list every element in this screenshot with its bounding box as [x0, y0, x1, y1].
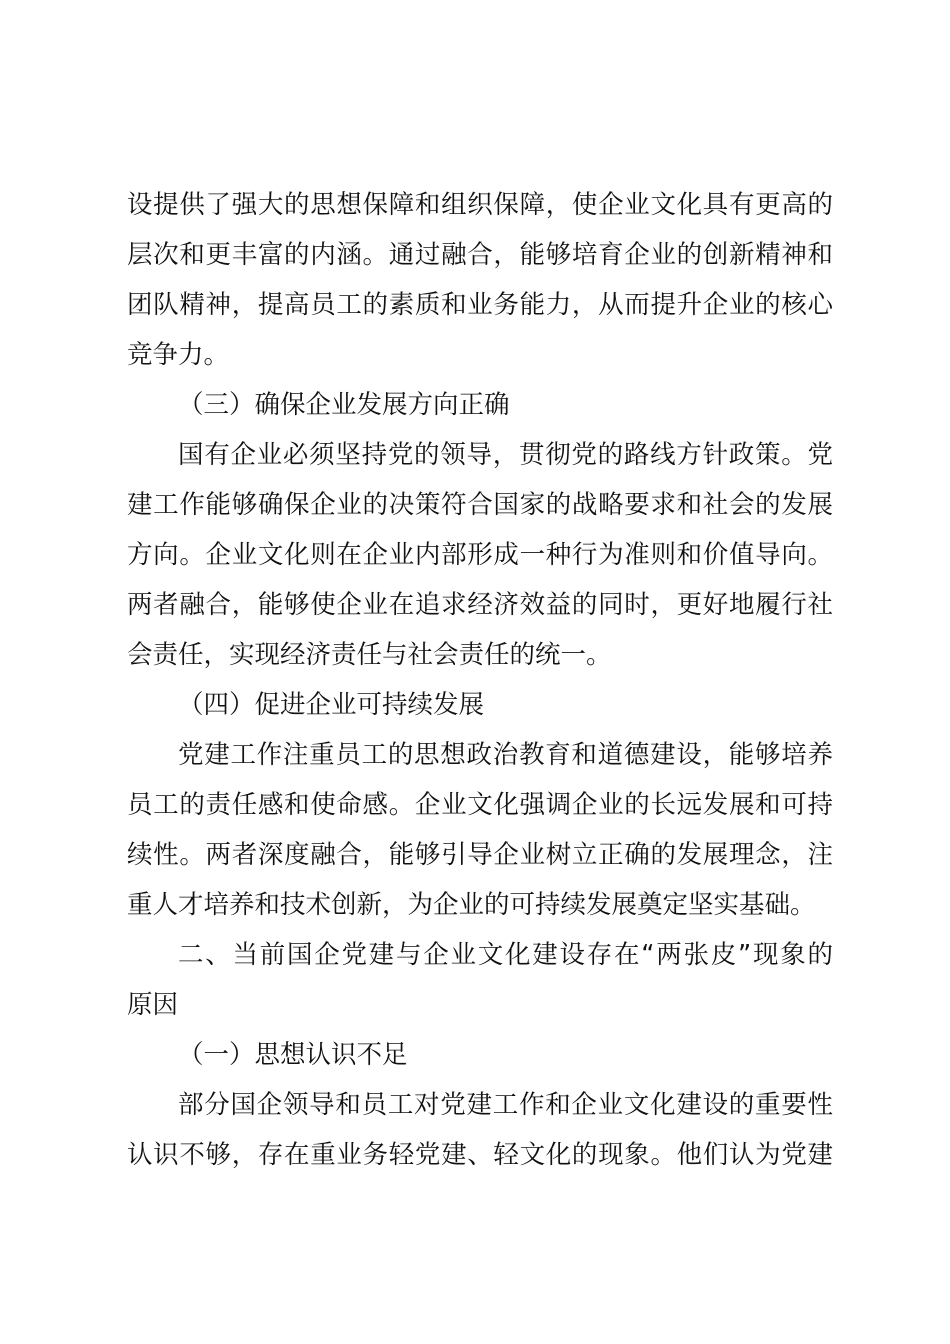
- paragraph: [127, 730, 833, 930]
- text-line: 两者融合，能够使企业在追求经济效益的同时，更好地履行社: [127, 590, 833, 620]
- text-line: 认识不够，存在重业务轻党建、轻文化的现象。他们认为党建: [127, 1140, 833, 1170]
- text-line: 部分国企领导和员工对党建工作和企业文化建设的重要性: [178, 1090, 833, 1120]
- text-line: 重人才培养和技术创新，为企业的可持续发展奠定坚实基础。: [127, 890, 816, 920]
- text-line: 建工作能够确保企业的决策符合国家的战略要求和社会的发展: [127, 490, 833, 520]
- text-line: 竞争力。: [127, 340, 230, 370]
- heading-line: 原因: [127, 990, 179, 1020]
- document-body: [127, 180, 833, 1180]
- section-heading: [127, 680, 833, 730]
- major-heading: [127, 930, 833, 1030]
- text-line: 党建工作注重员工的思想政治教育和道德建设，能够培养: [178, 740, 833, 770]
- section-heading: [127, 380, 833, 430]
- paragraph-continued: [127, 180, 833, 380]
- section-heading: [127, 1030, 833, 1080]
- text-line: 方向。企业文化则在企业内部形成一种行为准则和价值导向。: [127, 540, 833, 570]
- paragraph: [127, 1080, 833, 1180]
- heading-line: 二、当前国企党建与企业文化建设存在“两张皮”现象的: [178, 940, 833, 970]
- text-line: 续性。两者深度融合，能够引导企业树立正确的发展理念，注: [127, 840, 833, 870]
- text-line: 会责任，实现经济责任与社会责任的统一。: [127, 640, 612, 670]
- text-line: 员工的责任感和使命感。企业文化强调企业的长远发展和可持: [127, 790, 833, 820]
- heading-line: （一）思想认识不足: [178, 1040, 408, 1070]
- paragraph: [127, 430, 833, 680]
- text-line: 国有企业必须坚持党的领导，贯彻党的路线方针政策。党: [178, 440, 833, 470]
- heading-line: （四）促进企业可持续发展: [178, 690, 485, 720]
- text-line: 团队精神，提高员工的素质和业务能力，从而提升企业的核心: [127, 290, 833, 320]
- text-line: 层次和更丰富的内涵。通过融合，能够培育企业的创新精神和: [127, 240, 833, 270]
- text-line: 设提供了强大的思想保障和组织保障，使企业文化具有更高的: [127, 190, 833, 220]
- heading-line: （三）确保企业发展方向正确: [178, 390, 510, 420]
